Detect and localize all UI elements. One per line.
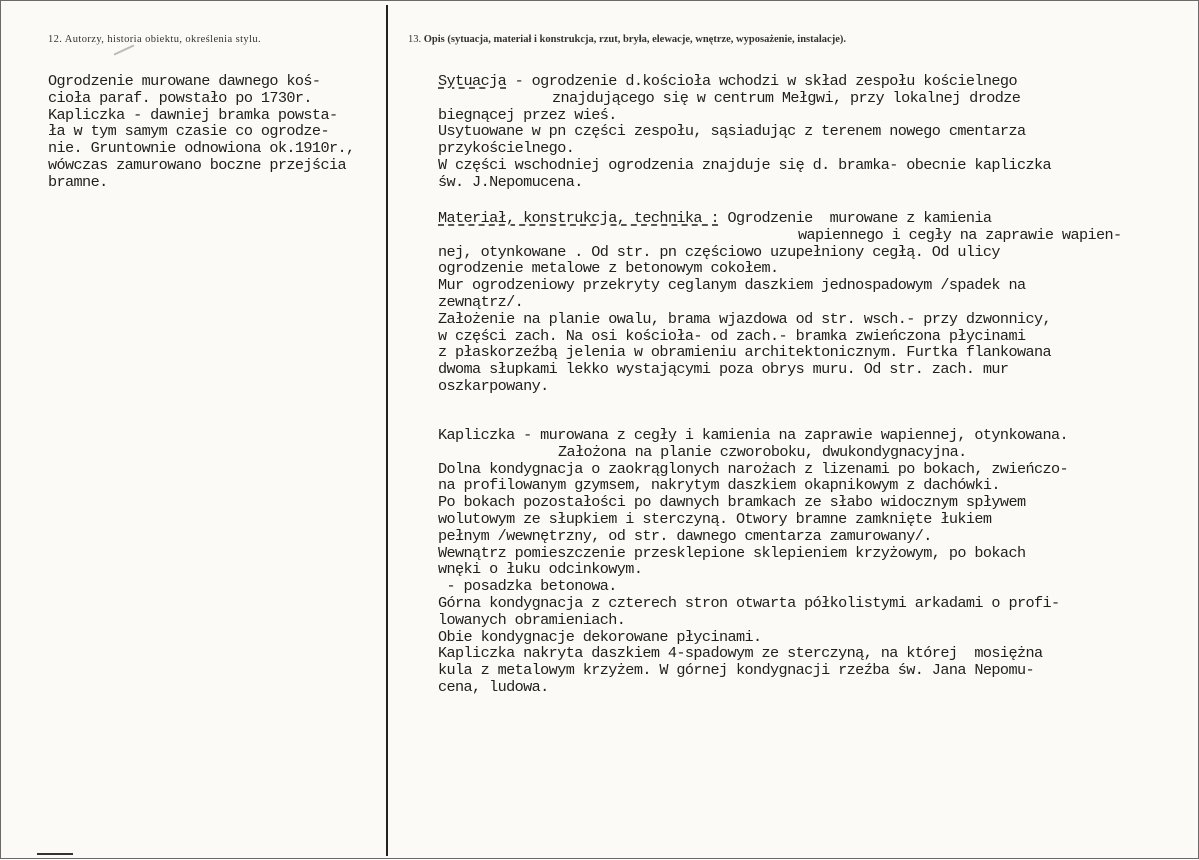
situation-line: znajdującego się w centrum Mełgwi, przy lokalnej drodze: [552, 88, 1021, 107]
chapel-line: cena, ludowa.: [438, 677, 549, 696]
left-line: nie. Gruntownie odnowiona ok.1910r.,: [48, 139, 355, 158]
situation-heading: Sytuacja: [438, 72, 507, 90]
situation-line: biegnącej przez wieś.: [438, 105, 617, 124]
right-column: [388, 1, 1199, 860]
chapel-line: wnęki o łuku odcinkowym.: [438, 560, 643, 579]
material-line: wapiennego i cegły na zaprawie wapien-: [798, 225, 1122, 244]
section-13-title: Opis (sytuacja, materiał i konstrukcja, rzut, bryła, elewacje, wnętrze, wyposażenie, instalacje).: [423, 34, 847, 45]
chapel-line: pełnym /wewnętrzny, od str. dawnego cmentarza zamurowany/.: [438, 526, 932, 545]
left-line: Ogrodzenie murowane dawnego koś-: [48, 72, 321, 90]
section-12-header: 12. Autorzy, historia obiektu, określenia stylu.: [48, 34, 262, 45]
chapel-section: [438, 427, 1068, 696]
material-line: oszkarpowany.: [438, 376, 549, 395]
situation-line: Usytuowane w pn części zespołu, sąsiadując z terenem nowego cmentarza: [438, 122, 1026, 141]
chapel-line: Kapliczka nakryta daszkiem 4-spadowym ze sterczyną, na której mosiężna: [438, 644, 1043, 663]
situation-line: - ogrodzenie d.kościoła wchodzi w skład zespołu kościelnego: [506, 72, 1017, 90]
left-line: ła w tym samym czasie co ogrodze-: [48, 122, 329, 141]
chapel-line: Kapliczka - murowana z cegły i kamienia na zaprawie wapiennej, otynkowana.: [438, 426, 1069, 444]
chapel-line: Po bokach pozostałości po dawnych bramkach ze słabo widocznym spływem: [438, 493, 1026, 512]
situation-first-line: [438, 73, 1051, 90]
section-13-number: 13.: [408, 34, 422, 45]
section-12-text: [48, 73, 355, 191]
chapel-line: - posadzka betonowa.: [438, 577, 617, 596]
left-line: Kapliczka - dawniej bramka powsta-: [48, 105, 338, 124]
left-column: [1, 1, 386, 860]
left-line: bramne.: [48, 172, 108, 191]
chapel-line: Górna kondygnacja z czterech stron otwarta półkolistymi arkadami o profi-: [438, 593, 1060, 612]
material-line: z płaskorzeźbą jelenia w obramieniu architektonicznym. Furtka flankowana: [438, 343, 1052, 362]
chapel-line: na profilowanym gzymsem, nakrytym daszkiem okapnikowym z dachówki.: [438, 476, 1000, 495]
material-line: nej, otynkowane . Od str. pn częściowo uzupełniony cegłą. Od ulicy: [438, 242, 1000, 261]
chapel-line: lowanych obramieniach.: [438, 610, 626, 629]
material-first-line: [438, 210, 1122, 227]
chapel-line: Wewnątrz pomieszczenie przesklepione sklepieniem krzyżowym, po bokach: [438, 543, 1026, 562]
chapel-line: Obie kondygnacje dekorowane płycinami.: [438, 627, 762, 646]
chapel-line: Założona na planie czworoboku, dwukondygnacyjna.: [558, 442, 967, 461]
material-line: w części zach. Na osi kościoła- od zach.- bramka zwieńczona płycinami: [438, 326, 1026, 345]
left-line: wówczas zamurowano boczne przejścia: [48, 155, 346, 174]
section-13-header: [408, 34, 846, 45]
situation-line: przykościelnego.: [438, 139, 575, 158]
situation-line: św. J.Nepomucena.: [438, 172, 583, 191]
material-section: [438, 210, 1122, 395]
material-line: ogrodzenie metalowe z betonowym cokołem.: [438, 259, 779, 278]
material-line: zewnątrz/.: [438, 292, 524, 311]
bottom-mark: [37, 853, 73, 855]
material-heading: Materiał, konstrukcja, technika :: [438, 209, 719, 227]
left-line: cioła paraf. powstało po 1730r.: [48, 88, 312, 107]
material-line: dwoma słupkami lekko wystającymi poza obrys muru. Od str. zach. mur: [438, 360, 1009, 379]
situation-section: [438, 73, 1051, 191]
material-line: Mur ogrodzeniowy przekryty ceglanym daszkiem jednospadowym /spadek na: [438, 276, 1026, 295]
chapel-line: kula z metalowym krzyżem. W górnej kondygnacji rzeźba św. Jana Nepomu-: [438, 661, 1034, 680]
material-line: Ogrodzenie murowane z kamienia: [718, 209, 992, 227]
chapel-line: wolutowym ze słupkiem i sterczyną. Otwory bramne zamknięte łukiem: [438, 509, 992, 528]
chapel-line: Dolna kondygnacja o zaokrąglonych narożach z lizenami po bokach, zwieńczo-: [438, 459, 1069, 478]
material-line: Założenie na planie owalu, brama wjazdowa od str. wsch.- przy dzwonnicy,: [438, 309, 1052, 328]
situation-line: W części wschodniej ogrodzenia znajduje się d. bramka- obecnie kapliczka: [438, 155, 1052, 174]
